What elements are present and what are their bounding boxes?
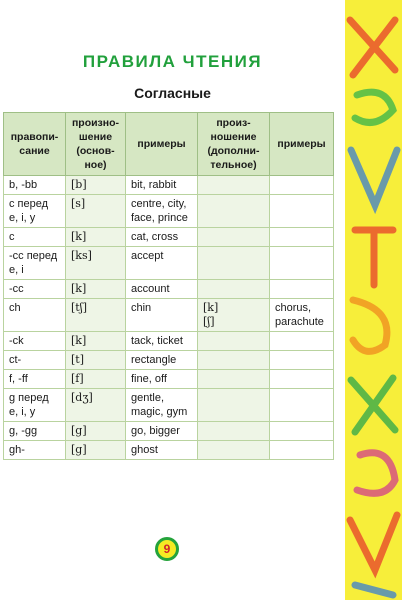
- cell-line: [k]: [71, 282, 87, 295]
- cell-examples: [126, 332, 198, 351]
- cell-extra-pronunciation: [198, 228, 270, 247]
- cell-pronunciation: [66, 441, 126, 460]
- cell-spelling: [4, 332, 66, 351]
- decorative-crayon-letters-strip: [345, 0, 402, 600]
- cell-extra-pronunciation: [198, 389, 270, 422]
- cell-examples: [126, 299, 198, 332]
- cell-line: chin: [131, 302, 152, 314]
- cell-spelling: [4, 351, 66, 370]
- reading-rules-table: [3, 112, 334, 460]
- cell-line: c: [9, 231, 15, 243]
- table-row: [4, 370, 334, 389]
- cell-examples: [126, 389, 198, 422]
- cell-examples: [126, 176, 198, 195]
- cell-pronunciation: [66, 228, 126, 247]
- cell-examples: [126, 422, 198, 441]
- cell-extra-examples: [270, 351, 334, 370]
- table-row: [4, 441, 334, 460]
- cell-line: accept: [131, 250, 164, 262]
- cell-line: go, bigger: [131, 425, 180, 437]
- cell-line: [g]: [71, 443, 87, 456]
- cell-line: chorus,: [275, 302, 312, 314]
- cell-extra-pronunciation: [198, 422, 270, 441]
- cell-examples: [126, 280, 198, 299]
- cell-examples: [126, 228, 198, 247]
- table-row: [4, 422, 334, 441]
- cell-extra-examples: [270, 299, 334, 332]
- cell-line: [b]: [71, 178, 87, 191]
- cell-line: rectangle: [131, 354, 177, 366]
- table-row: [4, 228, 334, 247]
- cell-line: -cc: [9, 283, 24, 295]
- table-header-row: [4, 113, 334, 176]
- header-extra-pronunciation: произ- ношение (дополни- тельное): [198, 113, 270, 176]
- cell-extra-pronunciation: [198, 176, 270, 195]
- cell-line: [f]: [71, 372, 84, 385]
- cell-line: -cc перед: [9, 250, 58, 262]
- cell-extra-pronunciation: [198, 247, 270, 280]
- cell-line: cat, cross: [131, 231, 179, 243]
- cell-spelling: [4, 247, 66, 280]
- cell-pronunciation: [66, 351, 126, 370]
- cell-extra-examples: [270, 176, 334, 195]
- cell-line: f, -ff: [9, 373, 28, 385]
- cell-spelling: [4, 299, 66, 332]
- cell-line: ch: [9, 302, 21, 314]
- cell-line: parachute: [275, 316, 324, 328]
- cell-line: ct-: [9, 354, 22, 366]
- crayon-letters-art: [345, 0, 402, 600]
- page-title: ПРАВИЛА ЧТЕНИЯ: [82, 52, 263, 71]
- table-row: [4, 247, 334, 280]
- cell-pronunciation: [66, 370, 126, 389]
- cell-pronunciation: [66, 299, 126, 332]
- cell-line: account: [131, 283, 170, 295]
- cell-examples: [126, 351, 198, 370]
- cell-line: c перед: [9, 198, 49, 210]
- cell-spelling: [4, 370, 66, 389]
- table-row: [4, 351, 334, 370]
- cell-examples: [126, 247, 198, 280]
- cell-extra-pronunciation: [198, 351, 270, 370]
- cell-extra-pronunciation: [198, 195, 270, 228]
- cell-spelling: [4, 422, 66, 441]
- cell-line: e, i, y: [9, 212, 36, 224]
- cell-extra-pronunciation: [198, 441, 270, 460]
- header-main-pronunciation: произно- шение (основ- ное): [66, 113, 126, 176]
- table-row: [4, 176, 334, 195]
- cell-spelling: [4, 195, 66, 228]
- cell-line: centre, city,: [131, 198, 187, 210]
- cell-examples: [126, 370, 198, 389]
- cell-line: [ʃ]: [203, 315, 215, 328]
- page-number-badge: 9: [155, 537, 179, 561]
- header-examples: примеры: [126, 113, 198, 176]
- cell-line: gentle,: [131, 392, 165, 404]
- cell-line: face, prince: [131, 212, 188, 224]
- cell-line: [tʃ]: [71, 301, 87, 314]
- cell-examples: [126, 195, 198, 228]
- cell-pronunciation: [66, 280, 126, 299]
- cell-line: g, -gg: [9, 425, 38, 437]
- cell-extra-pronunciation: [198, 332, 270, 351]
- cell-extra-examples: [270, 195, 334, 228]
- cell-line: -ck: [9, 335, 24, 347]
- cell-extra-examples: [270, 280, 334, 299]
- cell-extra-examples: [270, 389, 334, 422]
- cell-extra-examples: [270, 247, 334, 280]
- cell-line: [dʒ]: [71, 391, 93, 404]
- cell-line: magic, gym: [131, 406, 188, 418]
- cell-line: b, -bb: [9, 179, 38, 191]
- cell-extra-examples: [270, 332, 334, 351]
- cell-extra-examples: [270, 228, 334, 247]
- cell-line: [k]: [71, 230, 87, 243]
- cell-extra-pronunciation: [198, 370, 270, 389]
- cell-pronunciation: [66, 332, 126, 351]
- header-spelling: правопи- сание: [4, 113, 66, 176]
- cell-line: fine, off: [131, 373, 167, 385]
- cell-line: [g]: [71, 424, 87, 437]
- cell-spelling: [4, 228, 66, 247]
- cell-extra-examples: [270, 422, 334, 441]
- cell-extra-examples: [270, 441, 334, 460]
- cell-line: [s]: [71, 197, 86, 210]
- cell-extra-examples: [270, 370, 334, 389]
- table-row: [4, 332, 334, 351]
- cell-line: e, i: [9, 264, 24, 276]
- header-extra-examples: примеры: [270, 113, 334, 176]
- cell-line: [t]: [71, 353, 85, 366]
- cell-pronunciation: [66, 195, 126, 228]
- section-subtitle: Согласные: [134, 85, 211, 101]
- cell-extra-pronunciation: [198, 299, 270, 332]
- cell-spelling: [4, 280, 66, 299]
- cell-line: e, i, y: [9, 406, 36, 418]
- cell-spelling: [4, 389, 66, 422]
- cell-extra-pronunciation: [198, 280, 270, 299]
- cell-spelling: [4, 176, 66, 195]
- table-row: [4, 299, 334, 332]
- cell-spelling: [4, 441, 66, 460]
- table-row: [4, 280, 334, 299]
- cell-line: tack, ticket: [131, 335, 183, 347]
- cell-pronunciation: [66, 176, 126, 195]
- cell-line: bit, rabbit: [131, 179, 177, 191]
- cell-examples: [126, 441, 198, 460]
- cell-line: ghost: [131, 444, 158, 456]
- cell-line: [k]: [71, 334, 87, 347]
- cell-pronunciation: [66, 247, 126, 280]
- cell-line: gh-: [9, 444, 25, 456]
- cell-pronunciation: [66, 422, 126, 441]
- cell-pronunciation: [66, 389, 126, 422]
- table-row: [4, 389, 334, 422]
- cell-line: g перед: [9, 392, 49, 404]
- table-row: [4, 195, 334, 228]
- cell-line: [ks]: [71, 249, 92, 262]
- cell-line: [k]: [203, 301, 219, 314]
